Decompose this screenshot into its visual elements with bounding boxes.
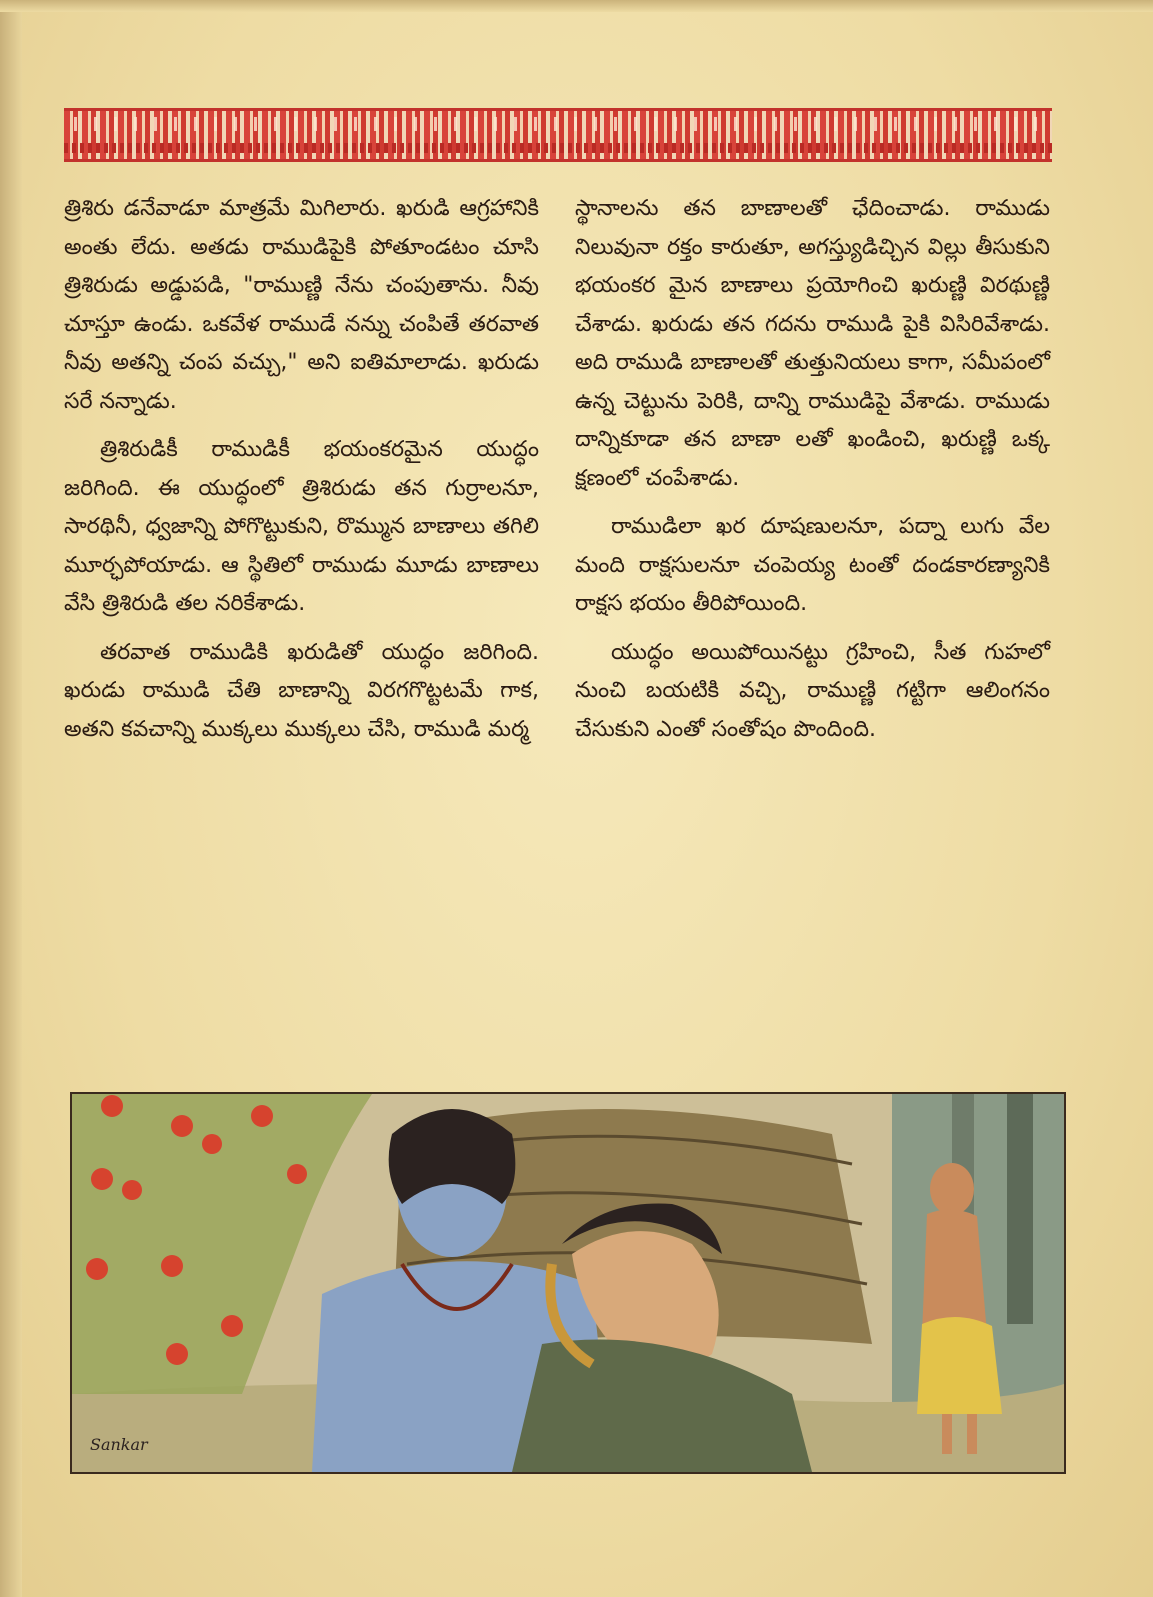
paragraph: త్రిశిరు డనేవాడూ మాత్రమే మిగిలారు. ఖరుడి ఆగ్రహానికి అంతు లేదు. అతడు రాముడిపైకి పోతూండటం చూసి త్రిశిరుడు అడ్డుపడి, "రాముణ్ణి నేను చంపుతాను. నీవు చూస్తూ ఉండు. ఒకవేళ రాముడే నన్ను చంపితే తరవాత నీవు అతన్ని చంప వచ్చు," అని ఐతిమాలాడు. ఖరుడు సరే నన్నాడు. xyxy=(64,196,539,414)
paragraph: రాముడిలా ఖర దూషణులనూ, పద్నా లుగు వేల మంది రాక్షసులనూ చంపెయ్య టంతో దండకారణ్యానికి రాక్షస భయం తీరిపోయింది. xyxy=(575,514,1050,616)
story-illustration xyxy=(70,1092,1066,1474)
illustration-scene xyxy=(72,1094,1064,1472)
paragraph: స్థానాలను తన బాణాలతో ఛేదించాడు. రాముడు నిలువునా రక్తం కారుతూ, అగస్త్యుడిచ్చిన విల్లు తీసుకుని భయంకర మైన బాణాలు ప్రయోగించి ఖరుణ్ణి విరథుణ్ణి చేశాడు. ఖరుడు తన గదను రాముడి పైకి విసిరివేశాడు. అది రాముడి బాణాలతో తుత్తునియలు కాగా, సమీపంలో ఉన్న చెట్టును పెరికి, దాన్ని రాముడిపై వేశాడు. రాముడు దాన్నికూడా తన బాణా లతో ఖండించి, ఖరుణ్ణి ఒక్క క్షణంలో చంపేశాడు. xyxy=(575,196,1050,491)
paragraph: త్రిశిరుడికీ రాముడికీ భయంకరమైన యుద్ధం జరిగింది. ఈ యుద్ధంలో త్రిశిరుడు తన గుర్రాలనూ, సారథినీ, ధ్వజాన్ని పోగొట్టుకుని, రొమ్మున బాణాలు తగిలి మూర్ఛపోయాడు. ఆ స్థితిలో రాముడు మూడు బాణాలు వేసి త్రిశిరుడి తల నరికేశాడు. xyxy=(64,437,539,616)
page-top-edge xyxy=(0,0,1153,12)
page-left-edge xyxy=(0,0,22,1597)
paragraph: యుద్ధం అయిపోయినట్టు గ్రహించి, సీత గుహలో నుంచి బయటికి వచ్చి, రాముణ్ణి గట్టిగా ఆలింగనం చేసుకుని ఎంతో సంతోషం పొందింది. xyxy=(575,639,1050,742)
paragraph: తరవాత రాముడికి ఖరుడితో యుద్ధం జరిగింది. ఖరుడు రాముడి చేతి బాణాన్ని విరగగొట్టటమే గాక, అతని కవచాన్ని ముక్కలు ముక్కలు చేసి, రాముడి మర్మ xyxy=(64,639,539,742)
artist-signature: Sankar xyxy=(90,1435,148,1454)
left-text-column xyxy=(64,190,539,759)
right-text-column xyxy=(575,190,1050,759)
decorative-border-band xyxy=(64,108,1052,162)
